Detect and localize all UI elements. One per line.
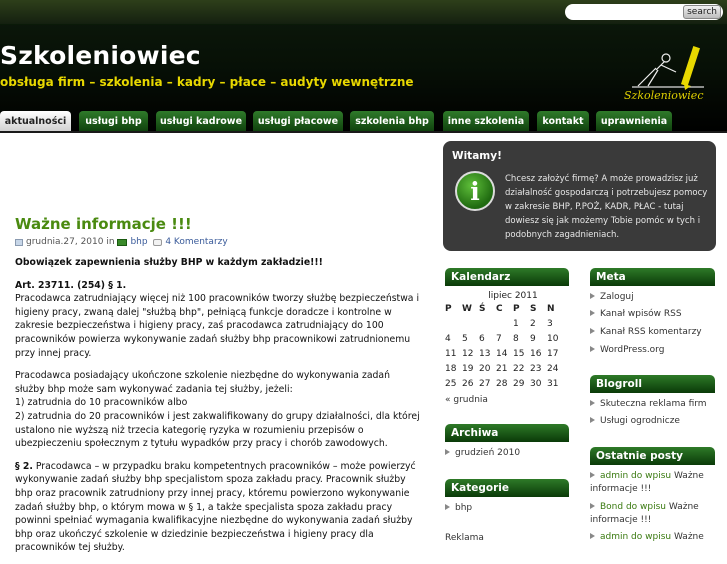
calendar-day: 13 <box>479 349 491 360</box>
calendar-day: 18 <box>445 364 457 375</box>
archives-widget-title: Archiwa <box>445 424 569 442</box>
tab-aktualnosci[interactable]: aktualności <box>0 111 71 132</box>
top-bar <box>0 0 727 25</box>
calendar-day: 1 <box>513 319 519 330</box>
arrow-bullet-icon <box>445 504 450 510</box>
tab-uprawnienia[interactable]: uprawnienia <box>596 111 672 132</box>
calendar-day: 23 <box>530 364 542 375</box>
calendar-day: 4 <box>445 334 451 345</box>
post-meta <box>15 237 228 247</box>
calendar-day: 9 <box>530 334 536 345</box>
recent-comment-post[interactable]: Ważne <box>673 532 704 542</box>
recent-comment-author[interactable]: Bond do wpisu <box>600 502 667 512</box>
post-date: grudnia.27, 2010 <box>26 237 104 247</box>
meta-item-login[interactable] <box>590 292 634 302</box>
tab-inne-szkolenia[interactable]: inne szkolenia <box>443 111 529 132</box>
recent-comment-item[interactable] <box>590 470 715 495</box>
calendar-day: 17 <box>547 349 559 360</box>
search-input[interactable] <box>571 5 681 19</box>
calendar-day <box>445 317 462 332</box>
calendar-prev-month-link[interactable]: « grudnia <box>445 394 488 405</box>
calendar-day: 11 <box>445 349 457 360</box>
archive-item-label: grudzień 2010 <box>455 448 521 458</box>
calendar-day: 20 <box>479 364 491 375</box>
recent-comment-item[interactable] <box>590 501 715 526</box>
arrow-bullet-icon <box>590 400 595 406</box>
calendar-icon <box>15 239 23 246</box>
recent-comment-post[interactable]: Ważne informacje !!! <box>590 502 699 525</box>
welcome-text: Chcesz założyć firmę? A może prowadzisz już działalność gospodarczą i potrzebujesz pomocy w zakresie BHP, P.POŻ, KADR, PŁAC - tutaj dowiesz się jak możemy Tobie pomóc w tych i podobnych zagadnieniach. <box>505 174 708 240</box>
category-item-label: bhp <box>455 503 473 513</box>
meta-item-label: Zaloguj <box>600 292 634 302</box>
calendar-day-header: N <box>547 304 555 314</box>
site-header <box>0 0 727 132</box>
calendar-day: 31 <box>547 379 559 390</box>
arrow-bullet-icon <box>590 346 595 352</box>
main-nav <box>0 111 727 132</box>
arrow-bullet-icon <box>590 293 595 299</box>
calendar-day: 15 <box>513 349 525 360</box>
arrow-bullet-icon <box>590 472 595 478</box>
calendar-day: 14 <box>496 349 508 360</box>
calendar-week-row <box>445 362 565 377</box>
calendar-day-header: P <box>445 304 452 314</box>
calendar-day: 16 <box>530 349 542 360</box>
recent-posts-widget-title: Ostatnie posty <box>590 447 715 465</box>
post-paragraph-3-text: Pracodawca – w przypadku braku kompetentnych pracowników – może powierzyć wykonywanie zadań służby bhp specjalistom spoza zakładu pracy. Pracownik służby bhp oraz pracownik zatrudniony przy innej pracy, któremu powierzono wykonywanie zadań służby bhp, o którym mowa w § 1, a także specjalista spoza zakładu pracy powinni spełniać wymagania kwalifikacyjne niezbędne do wykonywania zadań służby bhp oraz ukończyć szkolenie w dziedzinie bezpieczeństwa i higieny pracy dla pracowników tej służby. <box>15 460 416 554</box>
meta-item-rss-posts[interactable] <box>590 309 682 319</box>
recent-comment-author[interactable]: admin do wpisu <box>600 471 672 481</box>
meta-widget-title: Meta <box>590 268 715 286</box>
calendar-day <box>496 317 513 332</box>
category-item[interactable] <box>445 503 472 513</box>
meta-item-label: WordPress.org <box>600 345 665 355</box>
meta-item-label: Kanał wpisów RSS <box>600 309 682 319</box>
recent-comment-item[interactable] <box>590 531 715 544</box>
calendar-day: 12 <box>462 349 474 360</box>
calendar-day: 10 <box>547 334 559 345</box>
arrow-bullet-icon <box>445 449 450 455</box>
calendar-day: 2 <box>530 319 536 330</box>
calendar-body <box>445 317 565 392</box>
calendar-day: 8 <box>513 334 519 345</box>
calendar-day: 30 <box>530 379 542 390</box>
recent-comment-author[interactable]: admin do wpisu <box>600 532 672 542</box>
calendar-day-headers <box>445 302 565 317</box>
post-paragraph-2c: 2) zatrudnia do 20 pracowników i jest zakwalifikowany do grupy działalności, dla której ustalono nie wyższą niż trzecia kategorię ryzyka w rozumieniu przepisów o ubezpieczeniu społecznym z tytułu wypadków przy pracy i chorób zawodowych. <box>15 410 420 450</box>
arrow-bullet-icon <box>590 328 595 334</box>
post-comments-link[interactable]: 4 Komentarzy <box>165 237 228 247</box>
calendar-day: 6 <box>479 334 485 345</box>
recent-comment-post[interactable]: Ważne informacje !!! <box>590 471 704 494</box>
post-paragraph-2a: Pracodawca posiadający ukończone szkolenie niezbędne do wykonywania zadań służby bhp może sam wykonywać zadania tej służby, jeżeli: <box>15 370 391 395</box>
arrow-bullet-icon <box>590 533 595 539</box>
tab-uslugi-bhp[interactable]: usługi bhp <box>79 111 148 132</box>
post-paragraph-2b: 1) zatrudnia do 10 pracowników albo <box>15 397 188 409</box>
blogroll-item-label: Skuteczna reklama firm <box>600 399 707 409</box>
calendar-day-header: Ś <box>479 304 486 314</box>
calendar-day: 7 <box>496 334 502 345</box>
tab-szkolenia-bhp[interactable]: szkolenia bhp <box>350 111 434 132</box>
site-title[interactable]: Szkoleniowiec <box>0 41 201 70</box>
tab-kontakt[interactable]: kontakt <box>537 111 589 132</box>
tab-uslugi-placowe[interactable]: usługi płacowe <box>253 111 343 132</box>
blogroll-item-label: Usługi ogrodnicze <box>600 416 680 426</box>
calendar-day: 27 <box>479 379 491 390</box>
post-paragraph-3 <box>15 460 420 555</box>
calendar-day: 26 <box>462 379 474 390</box>
logo-text: Szkoleniowiec <box>624 89 704 102</box>
welcome-title: Witamy! <box>452 150 502 162</box>
site-logo[interactable] <box>624 42 720 102</box>
post-article-heading: Art. 23711. (254) § 1. <box>15 279 127 291</box>
calendar-day <box>479 317 496 332</box>
blogroll-item[interactable] <box>590 399 707 409</box>
arrow-bullet-icon <box>590 503 595 509</box>
post-in: in <box>106 237 115 247</box>
info-icon: i <box>455 171 495 211</box>
post-category-link[interactable]: bhp <box>130 237 148 247</box>
folder-icon <box>117 239 127 246</box>
calendar-caption: lipiec 2011 <box>488 291 538 301</box>
calendar-day: 5 <box>462 334 468 345</box>
meta-item-wordpress[interactable] <box>590 345 664 355</box>
calendar-day-header: C <box>496 304 503 314</box>
calendar-day: 21 <box>496 364 508 375</box>
post-heading: Obowiązek zapewnienia służby BHP w każdym zakładzie!!! <box>15 257 323 268</box>
calendar-week-row <box>445 377 565 392</box>
meta-item-rss-comments[interactable] <box>590 327 702 337</box>
meta-item-label: Kanał RSS komentarzy <box>600 327 702 337</box>
calendar-widget-title: Kalendarz <box>445 268 569 286</box>
post-title[interactable]: Ważne informacje !!! <box>15 215 192 233</box>
post-paragraph-2 <box>15 369 420 451</box>
calendar-day: 22 <box>513 364 525 375</box>
comment-icon <box>153 239 162 246</box>
search-box <box>565 4 723 20</box>
site-tagline: obsługa firm – szkolenia – kadry – płace – audyty wewnętrzne <box>0 75 414 89</box>
blogroll-widget-title: Blogroll <box>590 375 715 393</box>
arrow-bullet-icon <box>590 417 595 423</box>
archive-item[interactable] <box>445 448 520 458</box>
ads-label: Reklama <box>445 533 484 543</box>
calendar-day: 25 <box>445 379 457 390</box>
post-body <box>15 256 420 564</box>
calendar-day-header: P <box>513 304 520 314</box>
welcome-box <box>443 141 716 251</box>
calendar-day <box>462 317 479 332</box>
calendar-day-header: W <box>462 304 472 314</box>
calendar-widget <box>445 290 565 408</box>
calendar-week-row <box>445 317 565 332</box>
nav-underline <box>0 131 727 133</box>
arrow-bullet-icon <box>590 310 595 316</box>
calendar-week-row <box>445 347 565 362</box>
post-paragraph-3-lead: § 2. <box>15 460 33 472</box>
calendar-day: 19 <box>462 364 474 375</box>
search-button[interactable]: search <box>683 5 721 19</box>
calendar-day: 3 <box>547 319 553 330</box>
calendar-week-row <box>445 332 565 347</box>
calendar-day: 24 <box>547 364 559 375</box>
calendar-day-header: S <box>530 304 537 314</box>
tab-uslugi-kadrowe[interactable]: usługi kadrowe <box>156 111 246 132</box>
blogroll-item[interactable] <box>590 416 680 426</box>
calendar-day: 29 <box>513 379 525 390</box>
post-paragraph-1: Pracodawca zatrudniający więcej niż 100 pracowników tworzy służbę bezpieczeństwa i higieny pracy, zwaną dalej "służbą bhp", pełniącą funkcje doradcze i kontrolne w zakresie bezpieczeństwa i higieny pracy, zaś pracodawca zatrudniający do 100 pracowników powierza wykonywanie zadań służby bhp pracownikowi zatrudnionemu przy innej pracy. <box>15 293 420 359</box>
logo-figure-icon <box>624 42 720 90</box>
calendar-day: 28 <box>496 379 508 390</box>
categories-widget-title: Kategorie <box>445 479 569 497</box>
